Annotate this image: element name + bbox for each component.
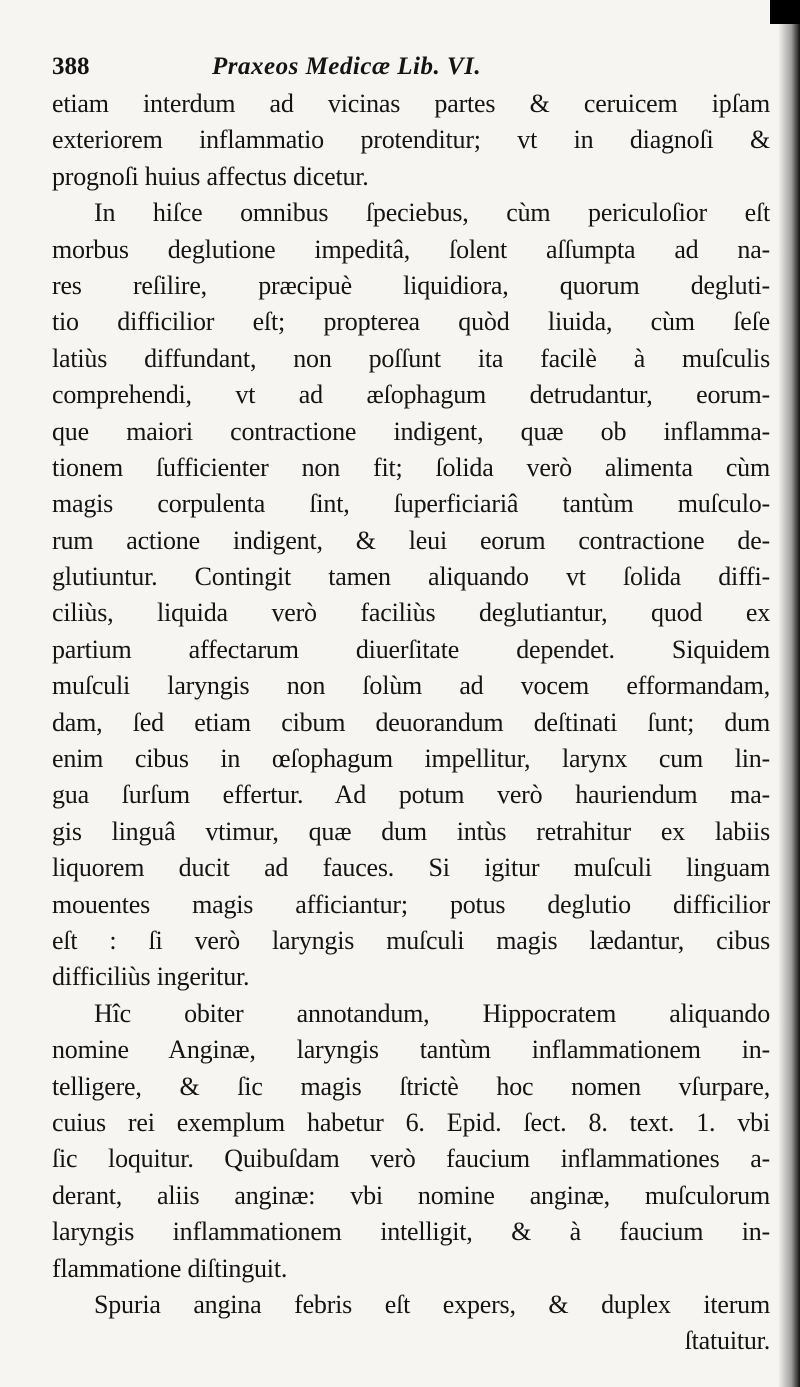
text-line: dam, ſed etiam cibum deuorandum deſtinati ſunt; dum (52, 707, 770, 737)
text-line: que maiori contractione indigent, quæ ob inflamma- (52, 416, 770, 446)
text-line: rum actione indigent, & leui eorum contractione de- (52, 525, 770, 555)
text-line: In hiſce omnibus ſpeciebus, cùm periculoſior eſt (94, 198, 770, 228)
text-line: muſculi laryngis non ſolùm ad vocem efformandam, (52, 671, 770, 701)
text-line: Hîc obiter annotandum, Hippocratem aliquando (94, 998, 770, 1028)
text-line: ciliùs, liquida verò faciliùs deglutiantur, quod ex (52, 598, 770, 628)
page-edge-shadow (778, 0, 800, 1387)
text-line: magis corpulenta ſint, ſuperficiariâ tantùm muſculo- (52, 489, 770, 519)
text-line: gis linguâ vtimur, quæ dum intùs retrahitur ex labiis (52, 816, 770, 846)
text-line: glutiuntur. Contingit tamen aliquando vt ſolida diffi- (52, 562, 770, 592)
catchword: ſtatuitur. (684, 1326, 770, 1356)
text-line: eſt : ſi verò laryngis muſculi magis lædantur, cibus (52, 925, 770, 955)
page-number: 388 (52, 53, 90, 80)
page-text (52, 48, 770, 1360)
text-line: latiùs diffundant, non poſſunt ita facilè à muſculis (52, 343, 770, 373)
text-line: Spuria angina febris eſt expers, & duplex iterum (94, 1289, 770, 1319)
text-line: nomine Anginæ, laryngis tantùm inflammationem in- (52, 1035, 770, 1065)
text-line: cuius rei exemplum habetur 6. Epid. ſect. 8. text. 1. vbi (52, 1107, 770, 1137)
text-line: difficiliùs ingeritur. (52, 962, 250, 992)
text-line: liquorem ducit ad fauces. Si igitur muſculi linguam (52, 853, 770, 883)
text-line: prognoſi huius affectus dicetur. (52, 161, 369, 191)
running-title: Praxeos Medicæ Lib. VI. (212, 53, 482, 80)
text-line: morbus deglutione impeditâ, ſolent aſſumpta ad na- (52, 234, 770, 264)
text-line: laryngis inflammationem intelligit, & à faucium in- (52, 1217, 770, 1247)
text-line: comprehendi, vt ad æſophagum detrudantur, eorum- (52, 380, 770, 410)
text-line: gua ſurſum effertur. Ad potum verò hauriendum ma- (52, 780, 770, 810)
text-line: ſic loquitur. Quibuſdam verò faucium inflammationes a- (52, 1144, 770, 1174)
text-line: flammatione diſtinguit. (52, 1253, 288, 1283)
text-line: tio difficilior eſt; propterea quòd liuida, cùm ſeſe (52, 307, 770, 337)
scan-corner (770, 0, 800, 24)
text-line: etiam interdum ad vicinas partes & ceruicem ipſam (52, 89, 770, 118)
text-line: exteriorem inflammatio protenditur; vt in diagnoſi & (52, 125, 770, 155)
text-line: res reſilire, præcipuè liquidiora, quorum degluti- (52, 270, 770, 300)
page-header (52, 48, 770, 86)
text-line: enim cibus in œſophagum impellitur, larynx cum lin- (52, 744, 770, 774)
text-line: derant, aliis anginæ: vbi nomine anginæ, muſculorum (52, 1180, 770, 1210)
text-line: tionem ſufficienter non fit; ſolida verò alimenta cùm (52, 452, 770, 482)
text-line: mouentes magis afficiantur; potus deglutio difficilior (52, 889, 770, 919)
text-line: partium affectarum diuerſitate dependet. Siquidem (52, 634, 770, 664)
text-line: telligere, & ſic magis ſtrictè hoc nomen vſurpare, (52, 1071, 770, 1101)
